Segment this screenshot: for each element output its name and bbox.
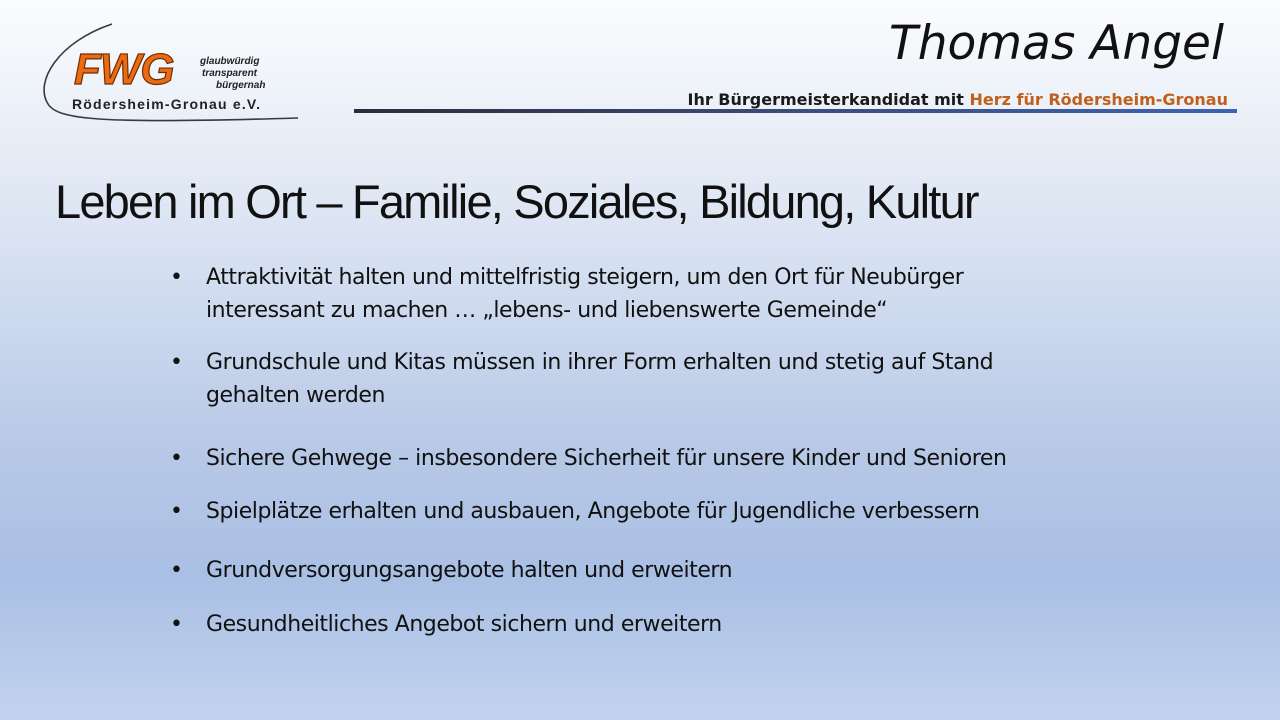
bullet-dot-icon: • — [170, 612, 183, 637]
bullet-item — [170, 495, 1250, 528]
bullet-item — [170, 554, 1250, 587]
bullet-line: Sichere Gehwege – insbesondere Sicherheit für unsere Kinder und Senioren — [206, 446, 1007, 471]
slide-title: Leben im Ort – Familie, Soziales, Bildung, Kultur — [55, 175, 978, 228]
bullet-item — [170, 346, 1250, 412]
logo-tagline-line: bürgernah — [216, 80, 266, 91]
logo-tagline-line: glaubwürdig — [200, 56, 260, 67]
bullet-item — [170, 608, 1250, 641]
bullet-line: Gesundheitliches Angebot sichern und erweitern — [206, 612, 722, 637]
logo-association: Rödersheim-Gronau e.V. — [72, 96, 262, 112]
bullet-dot-icon: • — [170, 350, 183, 375]
logo-tagline — [200, 56, 282, 92]
bullet-line: Spielplätze erhalten und ausbauen, Angebote für Jugendliche verbessern — [206, 499, 980, 524]
fwg-logo — [40, 20, 310, 126]
bullet-dot-icon: • — [170, 446, 183, 471]
candidate-name: Thomas Angel — [888, 16, 1224, 71]
bullet-line: interessant zu machen … „lebens- und liebenswerte Gemeinde“ — [206, 298, 888, 323]
bullet-line: gehalten werden — [206, 383, 386, 408]
logo-tagline-line: transparent — [202, 68, 258, 79]
bullet-item — [170, 261, 1250, 327]
bullet-line: Attraktivität halten und mittelfristig steigern, um den Ort für Neubürger — [206, 265, 964, 290]
header-rule — [354, 109, 1237, 113]
bullet-dot-icon: • — [170, 499, 183, 524]
logo-mark: FWG — [74, 45, 174, 94]
subline-prefix: Ihr Bürgermeisterkandidat mit — [687, 90, 970, 109]
bullet-dot-icon: • — [170, 265, 183, 290]
bullet-line: Grundversorgungsangebote halten und erweitern — [206, 558, 733, 583]
candidate-subline — [687, 90, 1228, 109]
bullet-line: Grundschule und Kitas müssen in ihrer Form erhalten und stetig auf Stand — [206, 350, 994, 375]
bullet-dot-icon: • — [170, 558, 183, 583]
bullet-item — [170, 442, 1250, 475]
subline-highlight: Herz für Rödersheim-Gronau — [969, 90, 1228, 109]
